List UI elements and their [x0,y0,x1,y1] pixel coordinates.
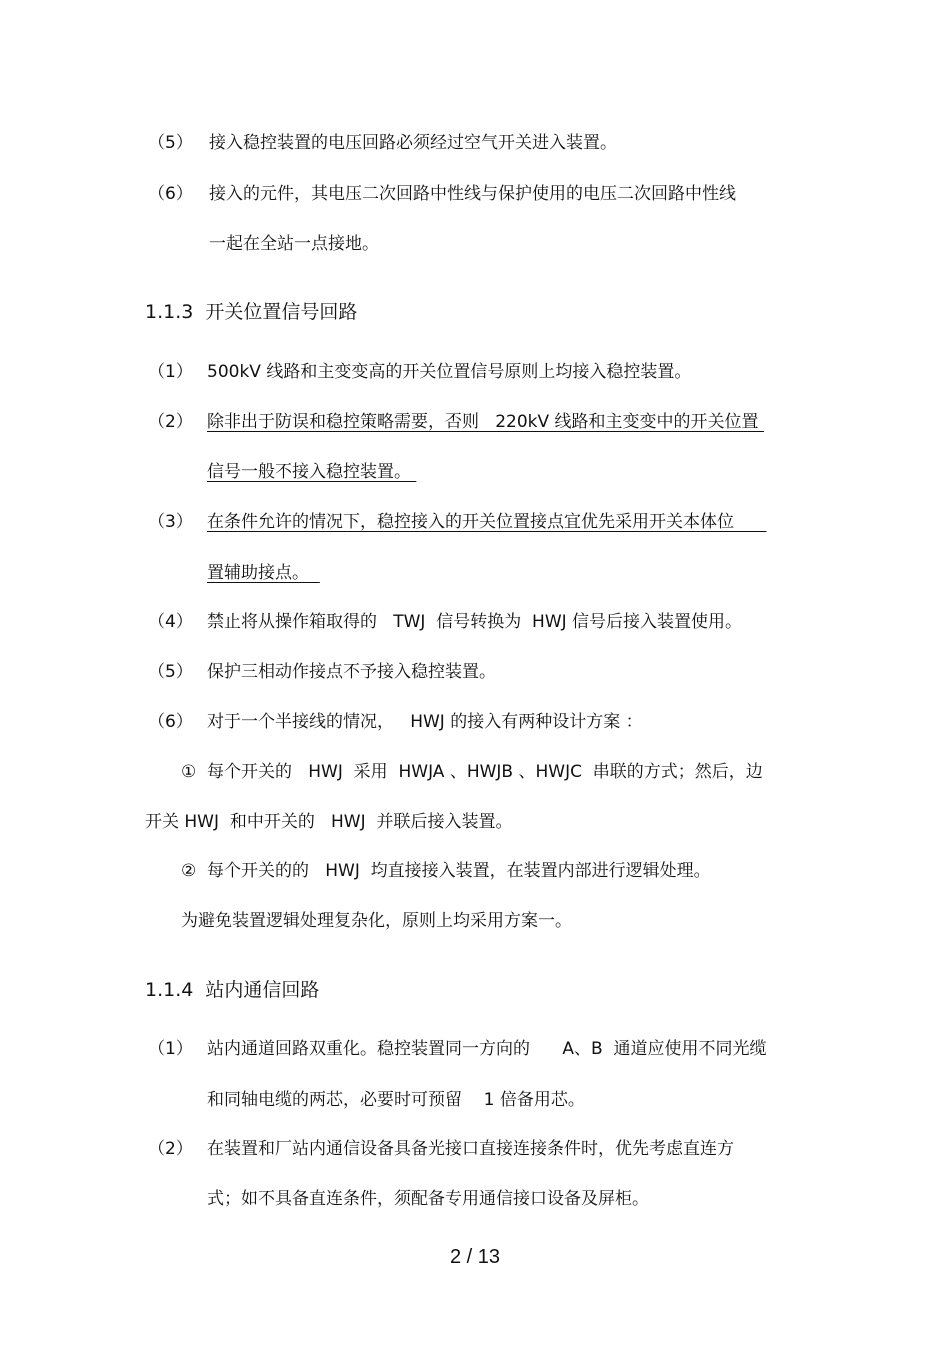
item-number: （6） [148,184,193,204]
item-text-continued: 信号一般不接入稳控装置。 [207,462,417,482]
item-text: 保护三相动作接点不予接入稳控装置。 [207,662,496,682]
item-text-continued: 式；如不具备直连条件，须配备专用通信接口设备及屏柜。 [207,1189,649,1209]
item-number: （1） [148,362,193,382]
item-text-continued: 置辅助接点。 [207,563,320,583]
item-text: 在条件允许的情况下，稳控接入的开关位置接点宜优先采用开关本体位 [207,512,767,532]
option-two-text: ② 每个开关的的 HWJ 均直接接入装置，在装置内部进行逻辑处理。 [181,861,711,881]
item-text: 除非出于防误和稳控策略需要，否则 220kV 线路和主变变中的开关位置 [207,412,764,432]
item-text: 对于一个半接线的情况， HWJ 的接入有两种设计方案 ： [207,712,643,732]
item-number: （4） [148,612,193,632]
item-text-continued: 和同轴电缆的两芯，必要时可预留 1 倍备用芯。 [207,1090,585,1110]
item-number: （5） [148,662,193,682]
option-one-text-continued: 开关 HWJ 和中开关的 HWJ 并联后接入装置。 [145,812,513,832]
item-text: 站内通道回路双重化。稳控装置同一方向的 A、B 通道应使用不同光缆 [207,1039,767,1059]
item-number: （2） [148,1139,193,1159]
page-number: 2 / 13 [449,1246,501,1268]
item-text: 接入的元件，其电压二次回路中性线与保护使用的电压二次回路中性线 [209,184,736,204]
item-number: （1） [148,1039,193,1059]
item-number: （2） [148,412,193,432]
item-number: （5） [148,133,193,153]
item-number: （3） [148,512,193,532]
item-number: （6） [148,712,193,732]
option-one-text: ① 每个开关的 HWJ 采用 HWJA 、HWJB 、HWJC 串联的方式；然后，边 [181,762,763,782]
item-text: 接入稳控装置的电压回路必须经过空气开关进入装置。 [209,133,617,153]
item-text: 在装置和厂站内通信设备具备光接口直接连接条件时，优先考虑直连方 [207,1139,734,1159]
section-heading: 1.1.3 开关位置信号回路 [145,301,358,323]
item-text-continued: 一起在全站一点接地。 [209,234,379,254]
item-text: 500kV 线路和主变变高的开关位置信号原则上均接入稳控装置。 [207,362,692,382]
item-text: 禁止将从操作箱取得的 TWJ 信号转换为 HWJ 信号后接入装置使用。 [207,612,743,632]
conclusion-text: 为避免装置逻辑处理复杂化，原则上均采用方案一。 [181,911,572,931]
section-heading: 1.1.4 站内通信回路 [145,979,320,1001]
